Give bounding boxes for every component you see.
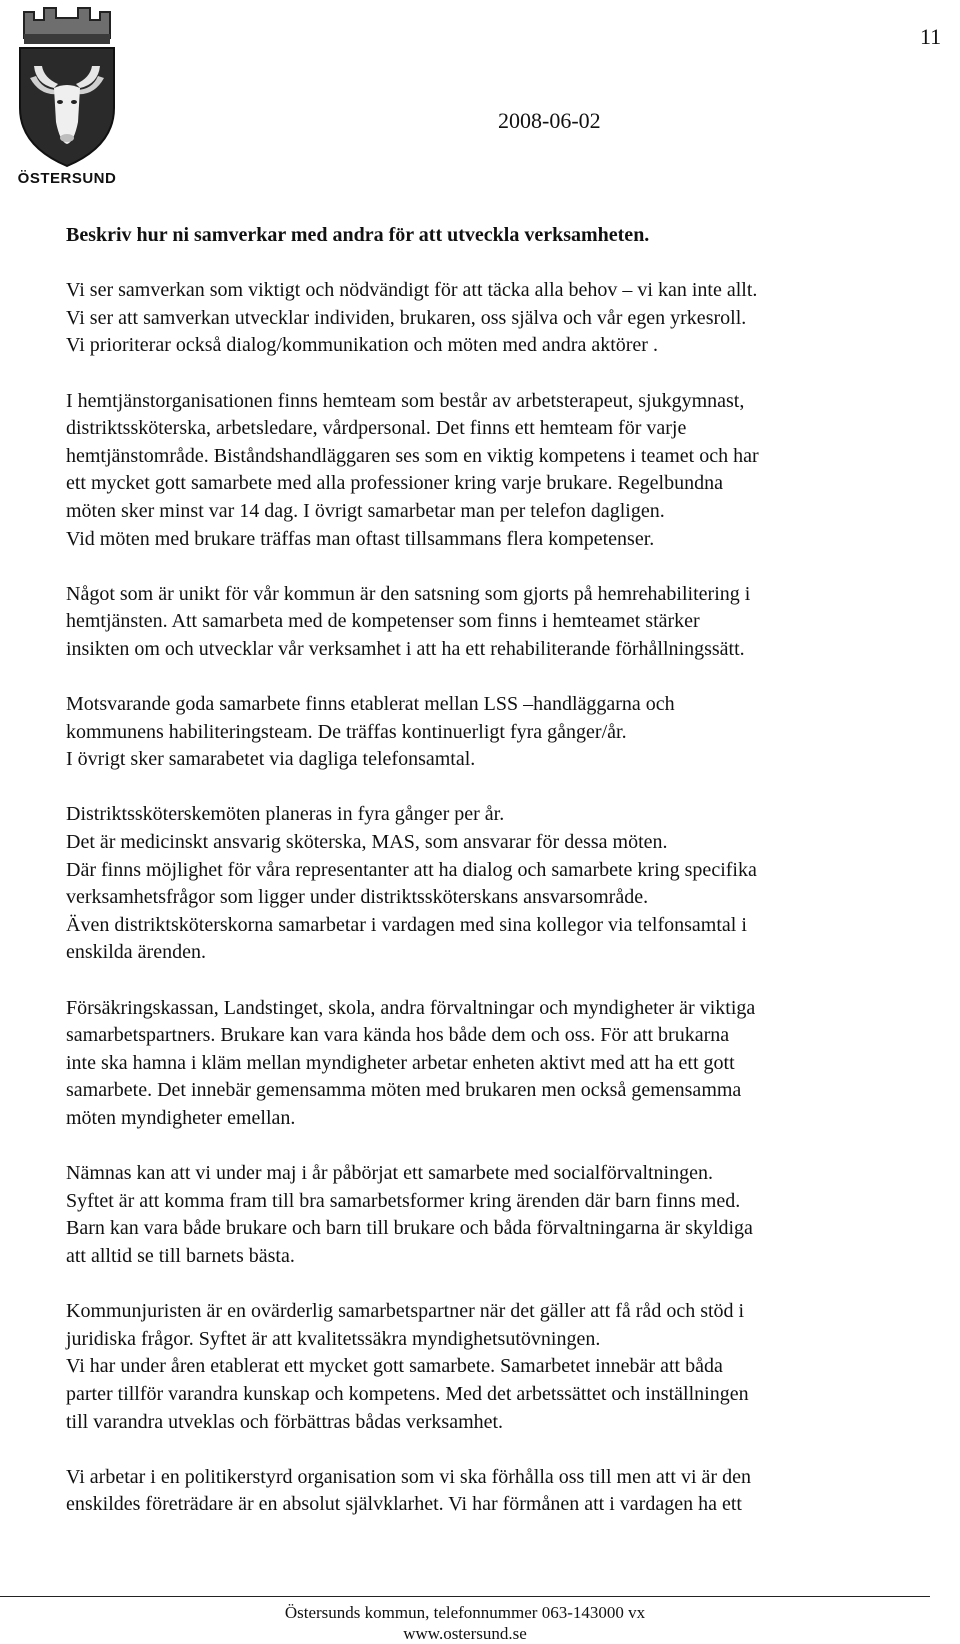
text-line: Något som är unikt för vår kommun är den satsning som gjorts på hemrehabilitering i	[66, 582, 751, 605]
page-footer	[0, 1602, 930, 1644]
text-line: parter tillför varandra kunskap och kompetens. Med det arbetssättet och inställningen	[66, 1382, 749, 1405]
text-line: juridiska frågor. Syftet är att kvalitetssäkra myndighetsutövningen.	[66, 1327, 601, 1350]
text-line: Motsvarande goda samarbete finns etablerat mellan LSS –handläggarna och	[66, 693, 675, 716]
text-line: insikten om och utvecklar vår verksamhet i att ha ett rehabiliterande förhållningssätt.	[66, 637, 745, 660]
paragraph	[66, 581, 936, 664]
paragraph	[66, 801, 936, 967]
paragraph	[66, 388, 936, 554]
text-line: hemtjänsten. Att samarbeta med de kompetenser som finns i hemteamet stärker	[66, 610, 700, 633]
text-line: enskildes företrädare är en absolut självklarhet. Vi har förmånen att i vardagen ha ett	[66, 1493, 742, 1516]
text-line: Vi prioriterar också dialog/kommunikation och möten med andra aktörer .	[66, 334, 658, 357]
text-line: Försäkringskassan, Landstinget, skola, andra förvaltningar och myndigheter är viktiga	[66, 996, 756, 1019]
footer-website-link[interactable]: www.ostersund.se	[403, 1624, 527, 1643]
text-line: kommunens habiliteringsteam. De träffas kontinuerligt fyra gånger/år.	[66, 720, 627, 743]
text-line: hemtjänstområde. Biståndshandläggaren ses som en viktig kompetens i teamet och har	[66, 444, 759, 467]
text-line: Där finns möjlighet för våra representanter att ha dialog och samarbete kring specifika	[66, 858, 757, 881]
text-line: att alltid se till barnets bästa.	[66, 1244, 295, 1267]
text-line: till varandra utveklas och förbättras bådas verksamhet.	[66, 1410, 504, 1433]
document-date: 2008-06-02	[498, 108, 601, 133]
page-number: 11	[920, 24, 942, 49]
text-line: distriktssköterska, arbetsledare, vårdpersonal. Det finns ett hemteam för varje	[66, 417, 687, 440]
paragraph	[66, 995, 936, 1133]
coat-of-arms-logo	[14, 4, 120, 188]
logo-wordmark: ÖSTERSUND	[17, 170, 117, 187]
text-line: verksamhetsfrågor som ligger under distriktssköterskans ansvarsområde.	[66, 886, 649, 909]
paragraph	[66, 1160, 936, 1270]
text-line: inte ska hamna i kläm mellan myndigheter arbetar enheten aktivt med att ha ett gott	[66, 1051, 735, 1074]
paragraph	[66, 691, 936, 774]
text-line: möten myndigheter emellan.	[66, 1107, 296, 1129]
text-line: Vi arbetar i en politikerstyrd organisation som vi ska förhålla oss till men att vi är den	[66, 1465, 751, 1488]
text-line: Kommunjuristen är en ovärderlig samarbetspartner när det gäller att få råd och stöd i	[66, 1300, 745, 1323]
paragraph	[66, 1298, 936, 1436]
text-line: samarbete. Det innebär gemensamma möten med brukaren men också gemensamma	[66, 1079, 742, 1102]
text-line: Syftet är att komma fram till bra samarbetsformer kring ärenden där barn finns med.	[66, 1189, 741, 1212]
text-line: Barn kan vara både brukare och barn till brukare och båda förvaltningarna är skyldiga	[66, 1217, 753, 1240]
text-line: samarbetspartners. Brukare kan vara kända hos både dem och oss. För att brukarna	[66, 1024, 730, 1047]
text-line: Det är medicinskt ansvarig sköterska, MAS, som ansvarar för dessa möten.	[66, 831, 668, 854]
text-line: Vi har under åren etablerat ett mycket gott samarbete. Samarbetet innebär att båda	[66, 1355, 723, 1378]
paragraph	[66, 277, 936, 360]
text-line: Vi ser att samverkan utvecklar individen, brukaren, oss själva och vår egen yrkesroll.	[66, 306, 747, 329]
text-line: Vid möten med brukare träffas man oftast tillsammans flera kompetenser.	[66, 527, 655, 550]
section-heading: Beskriv hur ni samverkar med andra för att utveckla verksamheten.	[66, 224, 650, 246]
text-line: I övrigt sker samarabetet via dagliga telefonsamtal.	[66, 748, 476, 771]
text-line: Vi ser samverkan som viktigt och nödvändigt för att täcka alla behov – vi kan inte allt.	[66, 279, 758, 302]
document-body	[66, 222, 936, 1547]
footer-contact: Östersunds kommun, telefonnummer 063-143000 vx	[284, 1603, 646, 1622]
footer-divider	[0, 1596, 930, 1597]
text-line: enskilda ärenden.	[66, 941, 206, 964]
text-line: Nämnas kan att vi under maj i år påbörjat ett samarbete med socialförvaltningen.	[66, 1162, 713, 1185]
text-line: Distriktssköterskemöten planeras in fyra gånger per år.	[66, 803, 505, 826]
text-line: ett mycket gott samarbete med alla professioner kring varje brukare. Regelbundna	[66, 472, 723, 495]
text-line: möten sker minst var 14 dag. I övrigt samarbetar man per telefon dagligen.	[66, 499, 665, 522]
moose-crest-icon	[14, 4, 120, 168]
text-line: Även distriktsköterskorna samarbetar i vardagen med sina kollegor via telfonsamtal i	[66, 913, 747, 936]
text-line: I hemtjänstorganisationen finns hemteam som består av arbetsterapeut, sjukgymnast,	[66, 389, 745, 412]
paragraph	[66, 1464, 936, 1519]
